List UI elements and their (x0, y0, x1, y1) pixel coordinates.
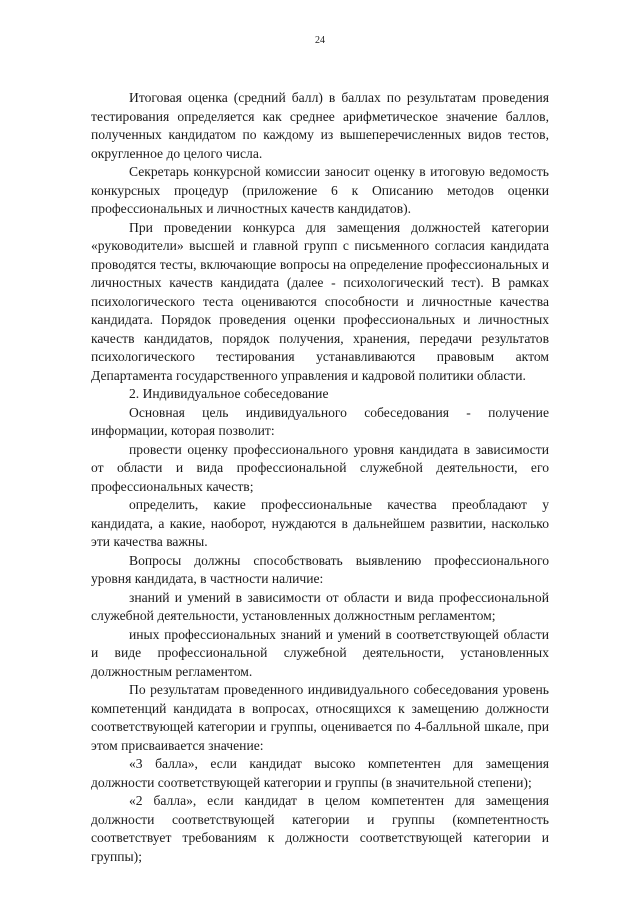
paragraph-questions-purpose: Вопросы должны способствовать выявлению профессионального уровня кандидата, в частности наличие: (91, 552, 549, 586)
list-item-score-2: «2 балла», если кандидат в целом компетентен для замещения должности соответствующей категории и группы (компетентность соответствует требованиям к должности соответствующей категории и группы); (91, 793, 549, 864)
document-body (91, 89, 549, 866)
list-item-knowledge-skills: знаний и умений в зависимости от области и вида профессиональной служебной деятельности, установленных должностным регламентом; (91, 589, 549, 623)
list-item-score-3: «3 балла», если кандидат высоко компетентен для замещения должности соответствующей категории и группы (в значительной степени); (91, 756, 549, 790)
list-item-determine-qualities: определить, какие профессиональные качества преобладают у кандидата, а какие, наоборот, нуждаются в дальнейшем развитии, насколько эти качества важны. (91, 497, 549, 549)
paragraph-secretary-record: Секретарь конкурсной комиссии заносит оценку в итоговую ведомость конкурсных процедур (приложение 6 к Описанию методов оценки профессиональных и личностных качеств кандидатов). (91, 164, 549, 216)
page-number: 24 (315, 35, 325, 46)
paragraph-final-score: Итоговая оценка (средний балл) в баллах по результатам проведения тестирования определяется как среднее арифметическое значение баллов, полученных кандидатом по каждому из вышеперечисленных видов тестов, округленное до целого числа. (91, 90, 549, 161)
list-item-other-knowledge: иных профессиональных знаний и умений в соответствующей области и виде профессиональной служебной деятельности, установленных должностным регламентом. (91, 626, 549, 679)
paragraph-scoring-scale: По результатам проведенного индивидуального собеседования уровень компетенций кандидата в вопросах, относящихся к замещению должности соответствующей категории и группы, оценивается по 4-балльной шкале, при этом присваивается значение: (91, 682, 549, 753)
paragraph-psychological-test: При проведении конкурса для замещения должностей категории «руководители» высшей и главной групп с письменного согласия кандидата проводятся тесты, включающие вопросы на определение профессиональных и личностных качеств кандидата (далее - психологический тест). В рамках психологического теста оцениваются способности и личностные качества кандидата. Порядок проведения оценки профессиональных и личностных качеств кандидатов, порядок получения, хранения, передачи результатов психологического тестирования устанавливаются правовым актом Департамента государственного управления и кадровой политики области. (91, 219, 549, 383)
list-item-assess-level: провести оценку профессионального уровня кандидата в зависимости от области и вида профессиональной служебной деятельности, его профессиональных качеств; (91, 441, 549, 494)
section-heading-individual-interview: 2. Индивидуальное собеседование (129, 386, 329, 401)
paragraph-interview-goal: Основная цель индивидуального собеседования - получение информации, которая позволит: (91, 404, 549, 438)
